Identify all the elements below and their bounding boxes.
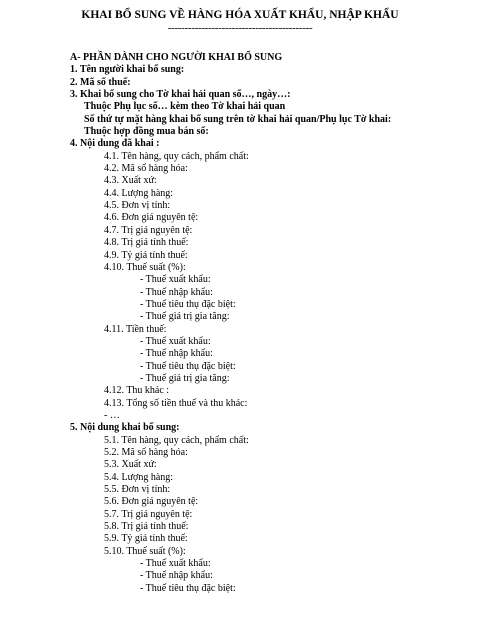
declared-value: 4.7. Trị giá nguyên tệ: xyxy=(104,224,193,236)
field-tax-code: 2. Mã số thuế: xyxy=(70,76,131,88)
declared-tax-rate-vat: - Thuế giá trị gia tăng: xyxy=(140,311,230,323)
field-appendix-number: Thuộc Phụ lục số… kèm theo Tờ khai hải quan xyxy=(84,101,286,113)
declared-tax-amount: 4.11. Tiền thuế: xyxy=(104,323,167,335)
declared-tax-rate: 4.10. Thuế suất (%): xyxy=(104,261,186,273)
supplement-item-name: 5.1. Tên hàng, quy cách, phẩm chất: xyxy=(104,434,249,446)
supplement-quantity: 5.4. Lượng hàng: xyxy=(104,471,174,483)
supplement-exchange-rate: 5.9. Tỷ giá tính thuế: xyxy=(104,533,188,545)
declared-tax-rate-excise: - Thuế tiêu thụ đặc biệt: xyxy=(140,298,236,310)
declared-item-name: 4.1. Tên hàng, quy cách, phẩm chất: xyxy=(104,150,249,162)
declared-tax-amount-vat: - Thuế giá trị gia tăng: xyxy=(140,372,230,384)
supplement-origin: 5.3. Xuất xứ: xyxy=(104,459,157,471)
supplement-unit-price: 5.6. Đơn giá nguyên tệ: xyxy=(104,496,199,508)
declared-tax-amount-export: - Thuế xuất khẩu: xyxy=(140,335,211,347)
supplement-content-heading: 5. Nội dung khai bổ sung: xyxy=(70,422,180,434)
supplement-taxable-value: 5.8. Trị giá tính thuế: xyxy=(104,521,189,533)
declared-taxable-value: 4.8. Trị giá tính thuế: xyxy=(104,237,189,249)
document-title: KHAI BỔ SUNG VỀ HÀNG HÓA XUẤT KHẨU, NHẬP KHẨU xyxy=(81,9,399,21)
declared-tax-rate-export: - Thuế xuất khẩu: xyxy=(140,274,211,286)
document-body xyxy=(70,52,480,595)
declared-unit-price: 4.6. Đơn giá nguyên tệ: xyxy=(104,212,199,224)
declared-origin: 4.3. Xuất xứ: xyxy=(104,175,157,187)
section-a-heading: A- PHẦN DÀNH CHO NGƯỜI KHAI BỔ SUNG xyxy=(70,52,283,63)
field-declarant-name: 1. Tên người khai bổ sung: xyxy=(70,64,185,76)
declared-exchange-rate: 4.9. Tỷ giá tính thuế: xyxy=(104,249,188,261)
declared-other-charges: 4.12. Thu khác : xyxy=(104,385,170,397)
declared-unit: 4.5. Đơn vị tính: xyxy=(104,200,171,212)
declared-total: 4.13. Tổng số tiền thuế và thu khác: xyxy=(104,397,248,409)
declared-tax-rate-import: - Thuế nhập khẩu: xyxy=(140,286,213,298)
field-declaration-number: 3. Khai bổ sung cho Tờ khai hải quan số…, ngày…: xyxy=(70,89,291,101)
field-contract-number: Thuộc hợp đồng mua bán số: xyxy=(84,126,209,138)
declared-content-heading: 4. Nội dung đã khai : xyxy=(70,138,160,150)
field-item-order-number: Số thứ tự mặt hàng khai bổ sung trên tờ khai hải quan/Phụ lục Tờ khai: xyxy=(84,113,392,125)
declared-tax-amount-excise: - Thuế tiêu thụ đặc biệt: xyxy=(140,360,236,372)
supplement-hs-code: 5.2. Mã số hàng hóa: xyxy=(104,447,188,458)
declared-tax-amount-import: - Thuế nhập khẩu: xyxy=(140,348,213,360)
supplement-tax-rate-excise: - Thuế tiêu thụ đặc biệt: xyxy=(140,582,236,594)
declared-hs-code: 4.2. Mã số hàng hóa: xyxy=(104,163,188,175)
supplement-tax-rate: 5.10. Thuế suất (%): xyxy=(104,545,186,557)
declared-ellipsis: - … xyxy=(104,409,120,421)
title-divider: ------------------------------------------- xyxy=(167,22,313,34)
declared-quantity: 4.4. Lượng hàng: xyxy=(104,187,174,199)
supplement-tax-rate-import: - Thuế nhập khẩu: xyxy=(140,570,213,582)
supplement-value: 5.7. Trị giá nguyên tệ: xyxy=(104,508,193,520)
supplement-unit: 5.5. Đơn vị tính: xyxy=(104,484,171,496)
supplement-tax-rate-export: - Thuế xuất khẩu: xyxy=(140,558,211,570)
